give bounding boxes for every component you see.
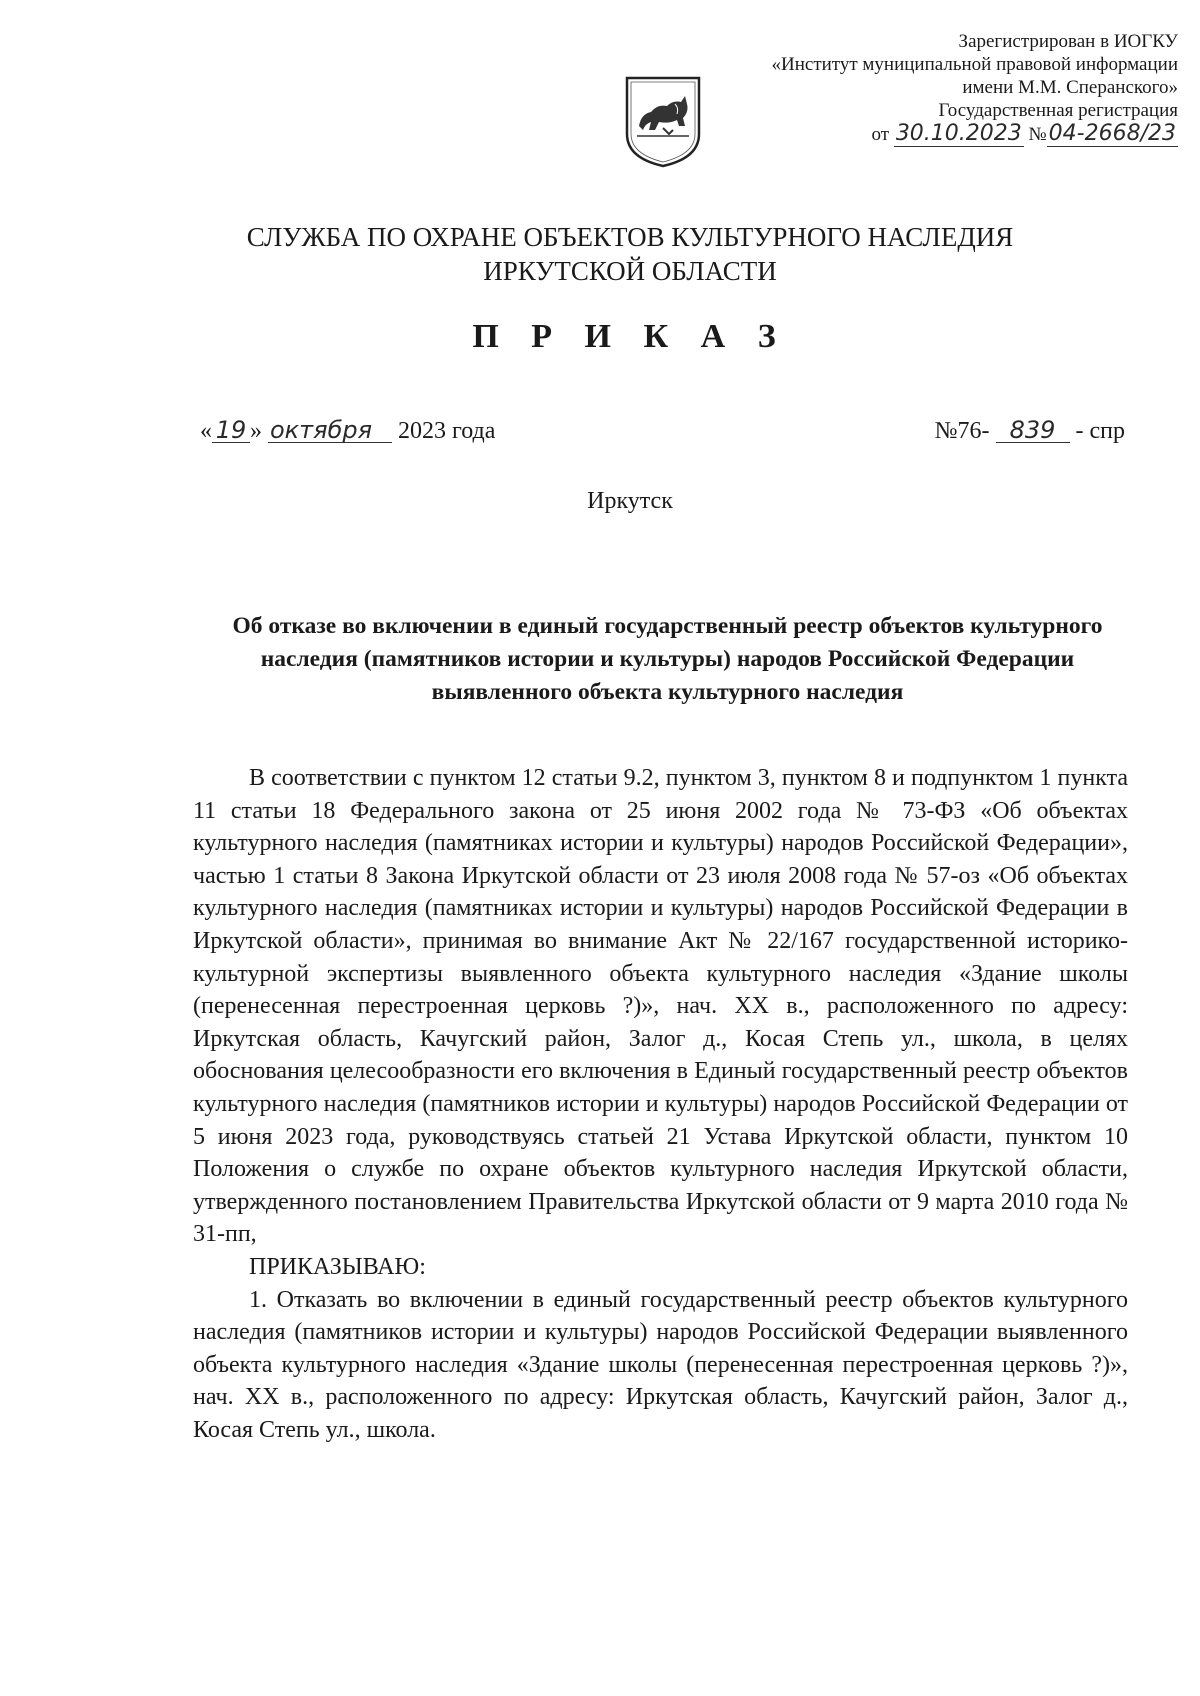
order-item-1: 1. Отказать во включении в единый государственный реестр объектов культурного наследия (памятников истории и культуры) народов Российской Федерации выявленного объекта культурного наследия «Здание школы (перенесенная перестроенная церковь ?)», нач. XX в., расположенного по адресу: Иркутская область, Качугский район, Залог д., Косая Степь ул., школа.: [193, 1286, 1128, 1443]
stamp-line-3: имени М.М. Сперанского»: [962, 77, 1178, 98]
coat-of-arms-icon: [623, 74, 703, 170]
stamp-line-4: Государственная регистрация: [938, 100, 1178, 121]
document-date: [200, 418, 495, 445]
number-prefix: №76-: [934, 418, 990, 444]
stamp-line-2: «Институт муниципальной правовой информации: [771, 54, 1178, 75]
order-word: ПРИКАЗЫВАЮ:: [249, 1253, 426, 1280]
document-title: Об отказе во включении в единый государственный реестр объектов культурного наследия (памятников истории и культуры) народов Российской Федерации выявленного объекта культурного наследия: [232, 613, 1103, 705]
date-open-quote: «: [200, 418, 212, 444]
number-suffix: - спр: [1075, 418, 1125, 444]
organization-line-2: ИРКУТСКОЙ ОБЛАСТИ: [483, 256, 777, 286]
stamp-line-1: Зарегистрирован в ИОГКУ: [958, 31, 1178, 52]
date-month-handwritten: октября: [268, 418, 392, 443]
city-name: Иркутск: [587, 488, 673, 514]
document-body: [193, 762, 1128, 1446]
date-day-handwritten: 19: [212, 418, 250, 443]
stamp-date-handwritten: 30.10.2023: [895, 121, 1022, 146]
date-close-quote: »: [250, 418, 262, 444]
number-handwritten: 839: [996, 418, 1070, 443]
date-year-text: 2023 года: [398, 418, 496, 444]
organization-name: [0, 220, 1200, 288]
date-number-row: [200, 418, 1125, 445]
body-paragraph-1: В соответствии с пунктом 12 статьи 9.2, пунктом 3, пунктом 8 и подпунктом 1 пункта 11 статьи 18 Федерального закона от 25 июня 2002 года № 73-ФЗ «Об объектах культурного наследия (памятниках истории и культуры) народов Российской Федерации», частью 1 статьи 8 Закона Иркутской области от 23 июля 2008 года № 57-оз «Об объектах культурного наследия (памятниках истории и культуры) народов Российской Федерации в Иркутской области», принимая во внимание Акт № 22/167 государственной историко-культурной экспертизы выявленного объекта культурного наследия «Здание школы (перенесенная перестроенная церковь ?)», нач. XX в., расположенного по адресу: Иркутская область, Качугский район, Залог д., Косая Степь ул., школа, в целях обоснования целесообразности его включения в Единый государственный реестр объектов культурного наследия (памятников истории и культуры) народов Российской Федерации от 5 июня 2023 года, руководствуясь статьей 21 Устава Иркутской области, пунктом 10 Положения о службе по охране объектов культурного наследия Иркутской области, утвержденного постановлением Правительства Иркутской области от 9 марта 2010 года № 31-пп,: [193, 765, 1128, 1248]
document-number: [935, 418, 1125, 445]
registration-stamp: [658, 30, 1178, 147]
stamp-number-handwritten: 04-2668/23: [1048, 121, 1176, 146]
organization-line-1: СЛУЖБА ПО ОХРАНЕ ОБЪЕКТОВ КУЛЬТУРНОГО НАСЛЕДИЯ: [246, 222, 1014, 252]
stamp-from-label: от: [871, 124, 890, 145]
document-type-heading: П Р И К А З: [472, 318, 788, 355]
stamp-number-label: №: [1028, 124, 1047, 145]
stamp-registration-line: [658, 122, 1178, 147]
